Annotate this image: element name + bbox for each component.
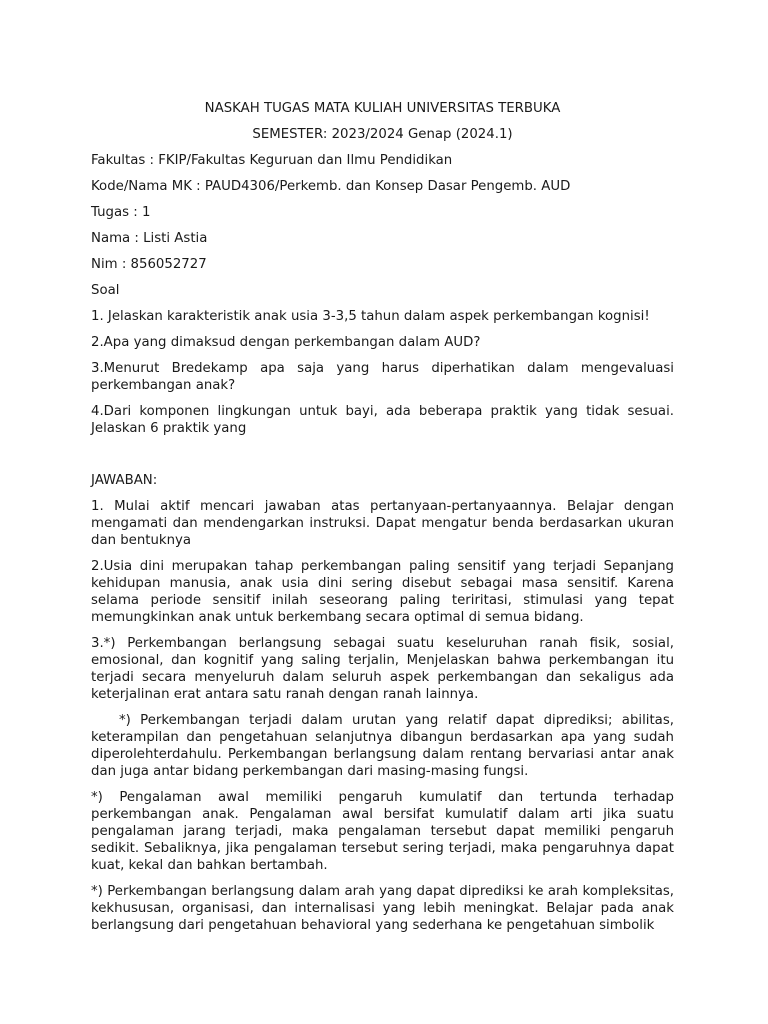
soal-heading: Soal <box>91 283 120 298</box>
section-spacer <box>91 446 674 472</box>
jawaban-heading: JAWABAN: <box>91 473 158 488</box>
soal-item-1: 1. Jelaskan karakteristik anak usia 3-3,5 tahun dalam aspek perkembangan kognisi! <box>91 309 650 324</box>
answer-3-point-1: 3.*) Perkembangan berlangsung sebagai suatu keseluruhan ranah fisik, sosial, emosional, dan kognitif yang saling terjalin, Menjelaskan bahwa perkembangan itu terjadi secara menyeluruh dalam seluruh aspek perkembangan dan sekaligus ada keterjalinan erat antara satu ranah dengan ranah lainnya. <box>91 636 674 702</box>
answer-1: 1. Mulai aktif mencari jawaban atas pertanyaan-pertanyaannya. Belajar dengan mengamati dan mendengarkan instruksi. Dapat mengatur benda berdasarkan ukuran dan bentuknya <box>91 499 674 548</box>
soal-item-3: 3.Menurut Bredekamp apa saja yang harus diperhatikan dalam mengevaluasi perkembangan anak? <box>91 361 674 393</box>
answer-3-point-3: *) Pengalaman awal memiliki pengaruh kumulatif dan tertunda terhadap perkembangan anak. Pengalaman awal bersifat kumulatif dalam arti jika suatu pengalaman jarang terjadi, maka pengalaman tersebut dapat memiliki pengaruh sedikit. Sebaliknya, jika pengalaman tersebut sering terjadi, maka pengaruhnya dapat kuat, kekal dan bahkan bertambah. <box>91 790 674 873</box>
answer-3-point-2: *) Perkembangan terjadi dalam urutan yang relatif dapat diprediksi; abilitas, keterampilan dan pengetahuan selanjutnya dibangun berdasarkan apa yang sudah diperolehterdahulu. Perkembangan berlangsung dalam rentang bervariasi antar anak dan juga antar bidang perkembangan dari masing-masing fungsi. <box>91 713 674 779</box>
tugas-line: Tugas : 1 <box>91 205 151 220</box>
answer-3-point-4: *) Perkembangan berlangsung dalam arah yang dapat diprediksi ke arah kompleksitas, kekhususan, organisasi, dan internalisasi yang lebih meningkat. Belajar pada anak berlangsung dari pengetahuan behavioral yang sederhana ke pengetahuan simbolik <box>91 884 674 933</box>
soal-item-2: 2.Apa yang dimaksud dengan perkembangan dalam AUD? <box>91 335 481 350</box>
nim-line: Nim : 856052727 <box>91 257 207 272</box>
kode-mk-line: Kode/Nama MK : PAUD4306/Perkemb. dan Konsep Dasar Pengemb. AUD <box>91 179 571 194</box>
fakultas-line: Fakultas : FKIP/Fakultas Keguruan dan Ilmu Pendidikan <box>91 153 453 168</box>
document-title: NASKAH TUGAS MATA KULIAH UNIVERSITAS TERBUKA <box>204 101 561 116</box>
nama-line: Nama : Listi Astia <box>91 231 208 246</box>
answer-2: 2.Usia dini merupakan tahap perkembangan paling sensitif yang terjadi Sepanjang kehidupan manusia, anak usia dini sering disebut sebagai masa sensitif. Karena selama periode sensitif inilah seseorang paling teriritasi, stimulasi yang tepat memungkinkan anak untuk berkembang secara optimal di semua bidang. <box>91 559 674 625</box>
soal-item-4: 4.Dari komponen lingkungan untuk bayi, ada beberapa praktik yang tidak sesuai. Jelaskan 6 praktik yang <box>91 404 674 436</box>
document-page <box>91 100 674 943</box>
semester-line: SEMESTER: 2023/2024 Genap (2024.1) <box>252 127 513 142</box>
